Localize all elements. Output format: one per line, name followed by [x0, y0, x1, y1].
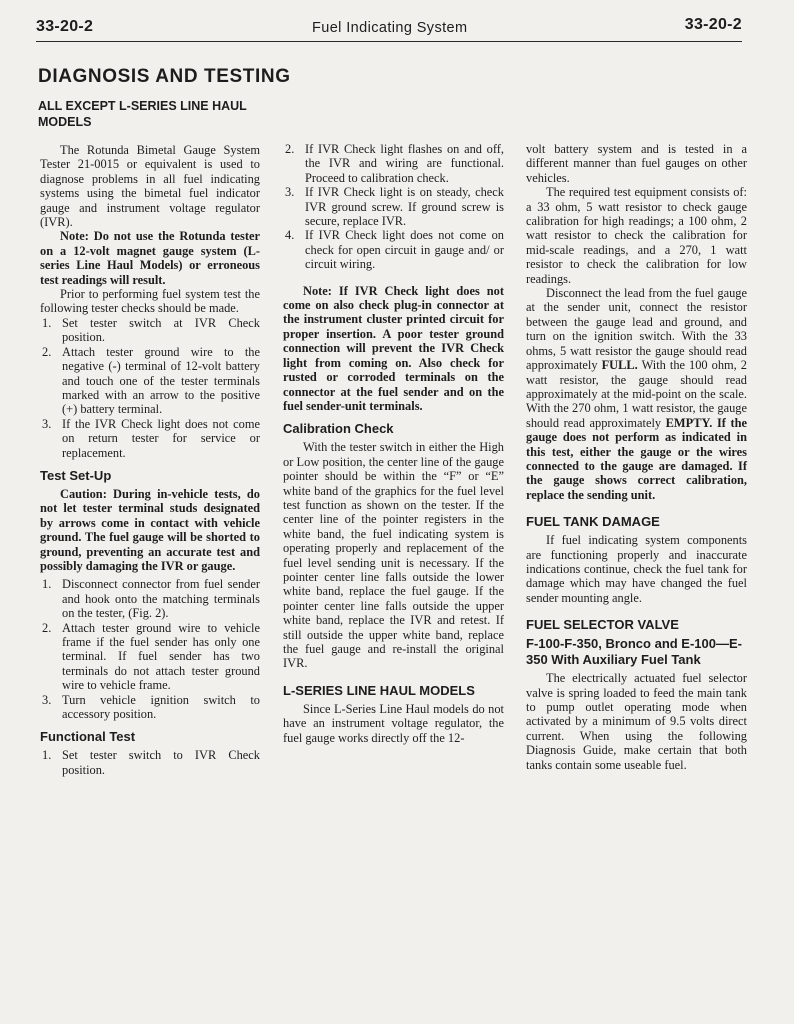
list-text: Attach tester ground wire to vehicle frame if the fuel sender has only one terminal. If fuel sender has two terminals do not attach tester ground wire to vehicle frame. — [62, 620, 260, 693]
section-title: Fuel Indicating System — [312, 20, 468, 36]
column-3 — [526, 142, 747, 772]
tester-checks-paragraph: Prior to performing fuel system test the following tester checks should be made. — [40, 287, 260, 316]
list-item — [40, 621, 260, 693]
setup-list — [40, 577, 260, 721]
list-number: 2. — [42, 620, 52, 635]
heading-l-series: L-SERIES LINE HAUL MODELS — [283, 682, 475, 698]
page-title: DIAGNOSIS AND TESTING — [38, 66, 291, 87]
full-reading: FULL. — [601, 358, 638, 373]
list-item — [283, 185, 504, 228]
list-text: If IVR Check light flashes on and off, the IVR and wiring are functional. Proceed to calibration check. — [305, 142, 504, 185]
list-text: Disconnect connector from fuel sender and hook onto the matching terminals on the tester, (Fig. 2). — [62, 577, 260, 621]
list-text: Turn vehicle ignition switch to accessory position. — [62, 692, 260, 722]
calibration-paragraph: With the tester switch in either the High or Low position, the center line of the gauge pointer should be within the “F” or “E” white band of the graphics for the fuel level test function as shown on the tester. If the center line of the pointer registers in the white band, the fuel indicating system is operating properly and replacement of the fuel level sending unit is necessary. If the pointer center line falls outside the lower white band, replace the fuel gauge. If the pointer center line falls outside the upper white band, replace the IVR and retest. If still outside the upper white band, replace the fuel gauge and re-install the original IVR. — [283, 440, 504, 671]
list-number: 1. — [42, 315, 52, 330]
disconnect-paragraph — [526, 286, 747, 502]
page-number-left: 33-20-2 — [36, 18, 94, 35]
list-number: 2. — [42, 344, 52, 359]
text-run: Disconnect the lead from the fuel gauge at the sender unit, connect the resistor between the gauge lead and ground, and turn on the ignition switch. With the 33 ohms, 5 watt resistor the gauge should read approximately — [526, 286, 747, 373]
text-run-bold: If the gauge does not perform as indicated in this test, either the gauge or the wires connected to the gauge are damaged. If the gauge shows correct calibration, replace the sending unit. — [526, 415, 747, 502]
list-item — [40, 417, 260, 460]
intro-paragraph: The Rotunda Bimetal Gauge System Tester 21-0015 or equivalent is used to diagnose problems in all fuel indicating systems using the bimetal fuel indicator gauge and instrument voltage regulator (IVR). — [40, 143, 260, 230]
continued-paragraph: volt battery system and is tested in a different manner than fuel gauges on other vehicles. — [526, 142, 747, 185]
note-magnet-gauge: Note: Do not use the Rotunda tester on a 12-volt magnet gauge system (L-series Line Haul Models) or erroneous test readings will result. — [40, 229, 260, 287]
list-text: Set tester switch to IVR Check position. — [62, 748, 260, 777]
heading-fuel-selector-valve: FUEL SELECTOR VALVE — [526, 617, 679, 633]
functional-list — [40, 748, 260, 777]
caution-paragraph: Caution: During in-vehicle tests, do not let tester terminal studs designated by arrows come in contact with vehicle ground. The fuel gauge will be shorted to ground, preventing an accurate test and possibly damaging the IVR or gauge. — [40, 486, 260, 573]
list-text: If the IVR Check light does not come on return tester for service or replacement. — [62, 416, 260, 460]
list-item — [40, 316, 260, 345]
list-text: If IVR Check light does not come on check for open circuit in gauge and/ or circuit wiring. — [305, 228, 504, 272]
list-number: 3. — [42, 692, 52, 707]
heading-fuel-tank-damage: FUEL TANK DAMAGE — [526, 514, 660, 530]
list-text: If IVR Check light is on steady, check IVR ground screw. If ground screw is secure, replace IVR. — [305, 185, 504, 229]
list-item — [283, 142, 504, 185]
page-header — [36, 14, 742, 40]
l-series-paragraph: Since L-Series Line Haul models do not have an instrument voltage regulator, the fuel gauge works directly off the 12- — [283, 701, 504, 745]
list-item — [40, 577, 260, 620]
list-number: 1. — [42, 577, 52, 592]
list-number: 2. — [285, 142, 295, 156]
header-rule — [36, 41, 742, 42]
empty-reading: EMPTY. — [665, 415, 713, 430]
text-run: With the 100 ohm, 2 watt resistor, the gauge should read approximately at the mid-point on the scale. With the 270 ohm, 1 watt resistor, the gauge should read approximately — [526, 358, 748, 430]
column-1 — [40, 143, 260, 777]
fuel-tank-paragraph: If fuel indicating system components are functioning properly and inaccurate indications continue, check the fuel tank for damage which may have changed the fuel sender mounting angle. — [526, 533, 747, 605]
list-number: 4. — [285, 228, 295, 243]
heading-calibration-check: Calibration Check — [283, 421, 394, 437]
list-text: Set tester switch at IVR Check position. — [62, 315, 260, 345]
list-number: 1. — [42, 748, 52, 763]
page-number-right: 33-20-2 — [684, 16, 742, 33]
functional-list-continued — [283, 142, 504, 272]
list-item — [283, 228, 504, 271]
page-subtitle: ALL EXCEPT L-SERIES LINE HAUL MODELS — [38, 99, 247, 129]
list-item — [40, 748, 260, 777]
list-text: Attach tester ground wire to the negative (-) terminal of 12-volt battery and touch one of the tester terminals marked with an arrow to the positive (+) battery terminal. — [62, 344, 260, 417]
column-2 — [283, 142, 504, 745]
note-ivr-check: Note: If IVR Check light does not come on also check plug-in connector at the instrument cluster printed circuit for proper insertion. A poor tester ground connection will prevent the IVR Check light from coming on. Also check for rusted or corroded terminals on the connector at the fuel sender and on the fuel sender-unit terminals. — [283, 283, 504, 413]
tester-check-list — [40, 316, 260, 460]
heading-functional-test: Functional Test — [40, 729, 136, 745]
selector-paragraph: The electrically actuated fuel selector valve is spring loaded to feed the main tank to pump outlet operating mode when activated by a minimum of 9.5 volts direct current. When using the following Diagnosis Guide, make certain that both tanks contain some useable fuel. — [526, 671, 747, 772]
list-number: 3. — [42, 416, 52, 431]
list-item — [40, 693, 260, 722]
list-item — [40, 345, 260, 417]
spacer — [283, 272, 504, 284]
equipment-paragraph: The required test equipment consists of: a 33 ohm, 5 watt resistor to check gauge calibration for high readings; a 100 ohm, 2 watt resistor to check the calibration for mid-scale readings, and a 270, 1 watt resistor to check the calibration for low readings. — [526, 185, 747, 286]
list-number: 3. — [285, 185, 295, 200]
heading-models: F-100-F-350, Bronco and E-100—E-350 With Auxiliary Fuel Tank — [526, 636, 742, 668]
heading-test-setup: Test Set-Up — [40, 467, 112, 483]
